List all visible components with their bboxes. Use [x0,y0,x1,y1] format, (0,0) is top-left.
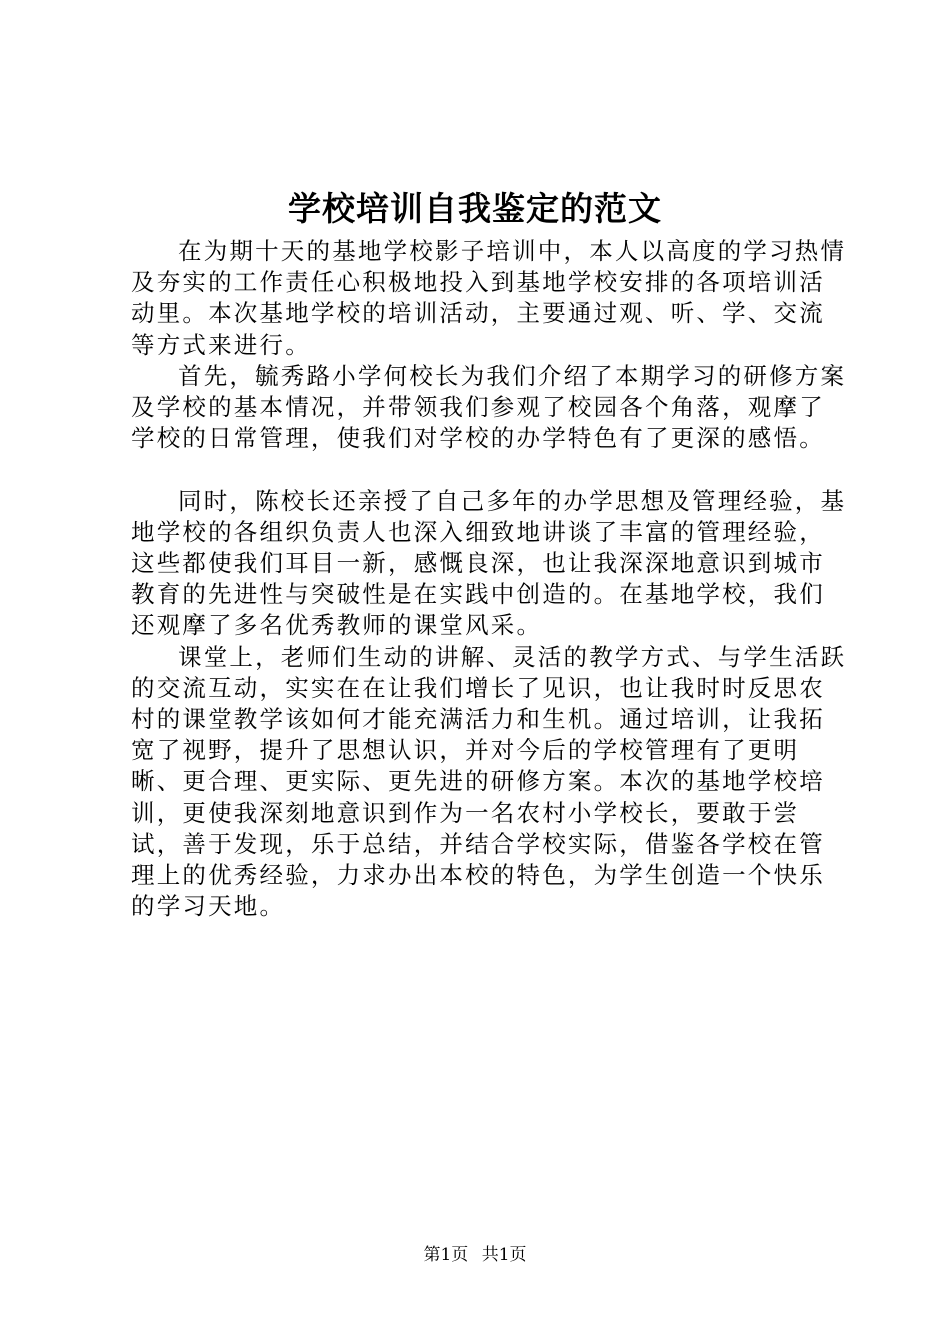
paragraph-1: 在为期十天的基地学校影子培训中，本人以高度的学习热情及夯实的工作责任心积极地投入到基地学校安排的各项培训活动里。本次基地学校的培训活动，主要通过观、听、学、交流等方式来进行。 [131,237,847,359]
document-title: 学校培训自我鉴定的范文 [288,189,662,228]
document-body [131,236,847,922]
paragraph-2: 首先，毓秀路小学何校长为我们介绍了本期学习的研修方案及学校的基本情况，并带领我们参观了校园各个角落，观摩了学校的日常管理，使我们对学校的办学特色有了更深的感悟。 [131,361,847,453]
paragraph-4: 课堂上，老师们生动的讲解、灵活的教学方式、与学生活跃的交流互动，实实在在让我们增长了见识，也让我时时反思农村的课堂教学该如何才能充满活力和生机。通过培训，让我拓宽了视野，提升了思想认识，并对今后的学校管理有了更明晰、更合理、更实际、更先进的研修方案。本次的基地学校培训，更使我深刻地意识到作为一名农村小学校长，要敢于尝试，善于发现，乐于总结，并结合学校实际，借鉴各学校在管理上的优秀经验，力求办出本校的特色，为学生创造一个快乐的学习天地。 [131,642,847,921]
paragraph-gap [131,454,847,485]
page-number-current: 第1页 [423,1245,469,1265]
page-number-total: 共1页 [481,1245,527,1265]
paragraph-3: 同时，陈校长还亲授了自己多年的办学思想及管理经验，基地学校的各组织负责人也深入细致地讲谈了丰富的管理经验，这些都使我们耳目一新，感慨良深，也让我深深地意识到城市教育的先进性与突破性是在实践中创造的。在基地学校，我们还观摩了多名优秀教师的课堂风采。 [131,486,847,640]
page-footer [0,1243,950,1267]
